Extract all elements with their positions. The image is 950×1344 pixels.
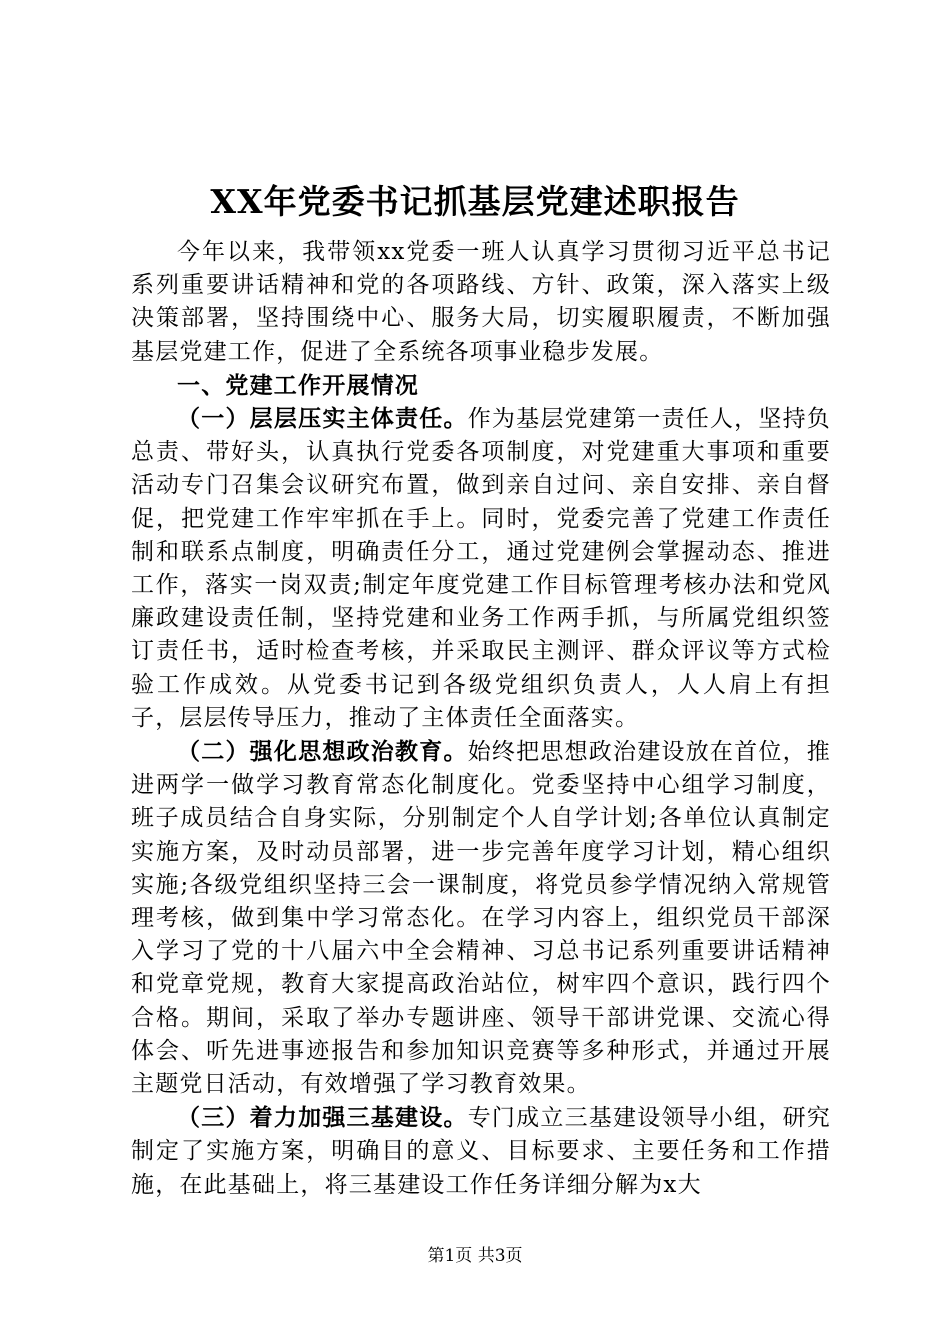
item-text-1: 作为基层党建第一责任人，坚持负总责、带好头，认真执行党委各项制度，对党建重大事项和重要活动专门召集会议研究布置，做到亲自过问、亲自安排、亲自督促，把党建工作牢牢抓在手上。同时，党委完善了党建工作责任制和联系点制度，明确责任分工，通过党建例会掌握动态、推进工作，落实一岗双责;制定年度党建工作目标管理考核办法和党风廉政建设责任制，坚持党建和业务工作两手抓，与所属党组织签订责任书，适时检查考核，并采取民主测评、群众评议等方式检验工作成效。从党委书记到各级党组织负责人，人人肩上有担子，层层传导压力，推动了主体责任全面落实。 bbox=[131, 406, 832, 731]
item-paragraph-2 bbox=[131, 735, 831, 1101]
item-paragraph-1 bbox=[131, 402, 831, 735]
item-lead-1: （一）层层压实主体责任。 bbox=[177, 405, 468, 433]
item-text-3: 专门成立三基建设领导小组，研究制定了实施方案，明确目的意义、目标要求、主要任务和工作措施，在此基础上，将三基建设工作任务详细分解为x大 bbox=[131, 1105, 832, 1198]
document-body bbox=[131, 236, 831, 1202]
item-paragraph-3 bbox=[131, 1101, 831, 1202]
item-lead-2: （二）强化思想政治教育。 bbox=[177, 738, 468, 766]
item-lead-3: （三）着力加强三基建设。 bbox=[177, 1104, 468, 1132]
document-title: XX年党委书记抓基层党建述职报告 bbox=[210, 182, 740, 221]
item-text-2: 始终把思想政治建设放在首位，推进两学一做学习教育常态化制度化。党委坚持中心组学习制度，班子成员结合自身实际，分别制定个人自学计划;各单位认真制定实施方案，及时动员部署，进一步完善年度学习计划，精心组织实施;各级党组织坚持三会一课制度，将党员参学情况纳入常规管理考核，做到集中学习常态化。在学习内容上，组织党员干部深入学习了党的十八届六中全会精神、习总书记系列重要讲话精神和党章党规，教育大家提高政治站位，树牢四个意识，践行四个合格。期间，采取了举办专题讲座、领导干部讲党课、交流心得体会、听先进事迹报告和参加知识竞赛等多种形式，并通过开展主题党日活动，有效增强了学习教育效果。 bbox=[131, 739, 832, 1098]
intro-paragraph: 今年以来，我带领xx党委一班人认真学习贯彻习近平总书记系列重要讲话精神和党的各项路线、方针、政策，深入落实上级决策部署，坚持围绕中心、服务大局，切实履职履责，不断加强基层党建工作，促进了全系统各项事业稳步发展。 bbox=[131, 239, 831, 365]
section-heading: 一、党建工作开展情况 bbox=[177, 371, 419, 399]
page-footer: 第1页 共3页 bbox=[427, 1246, 523, 1266]
